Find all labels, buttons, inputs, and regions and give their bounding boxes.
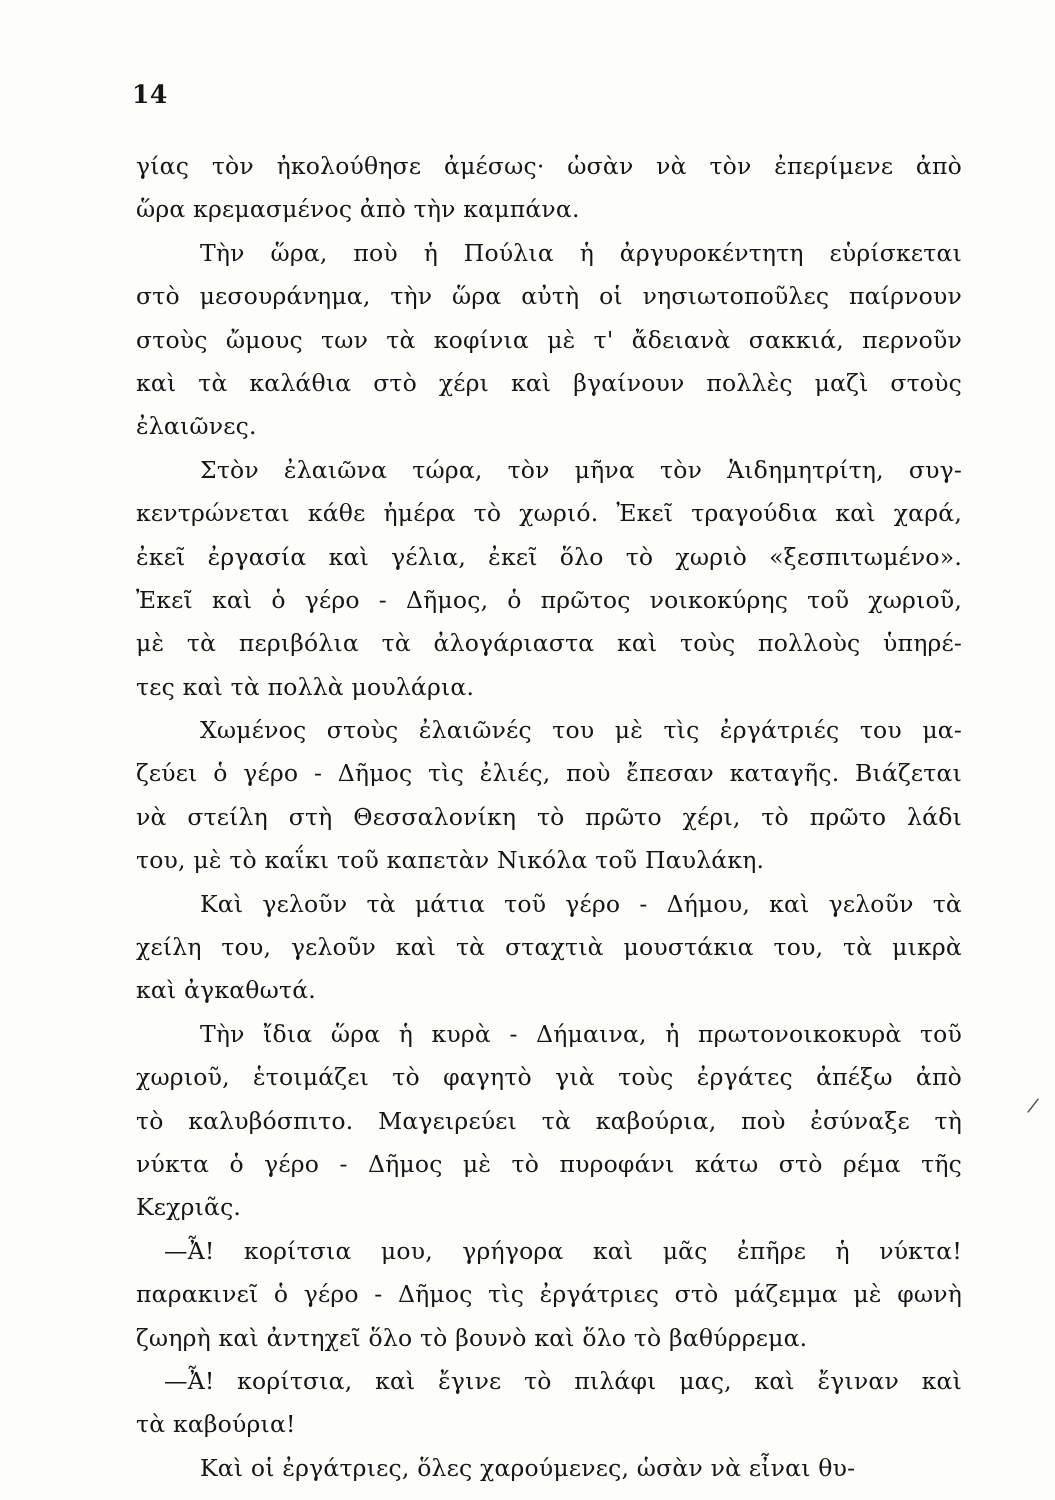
text-line: τὰ καβούρια! — [136, 1410, 296, 1439]
text-line: κεντρώνεται κάθε ἡμέρα τὸ χωριό. Ἐκεῖ τραγούδια καὶ χαρά, — [136, 499, 962, 528]
text-line: ἐλαιῶνες. — [136, 412, 257, 441]
text-line: του, μὲ τὸ καΐκι τοῦ καπετὰν Νικόλα τοῦ Παυλάκη. — [136, 846, 765, 875]
text-line: καὶ ἀγκαθωτά. — [136, 976, 316, 1005]
text-line: Ἐκεῖ καὶ ὁ γέρο - Δῆμος, ὁ πρῶτος νοικοκύρης τοῦ χωριοῦ, — [136, 585, 962, 614]
text-line: μὲ τὰ περιβόλια τὰ ἀλογάριαστα καὶ τοὺς πολλοὺς ὑπηρέ- — [136, 629, 962, 658]
text-line: —Ἆ! κορίτσια μου, γρήγορα καὶ μᾶς ἐπῆρε ἡ νύκτα! — [164, 1236, 962, 1265]
text-line: γίας τὸν ἠκολούθησε ἀμέσως· ὡσὰν νὰ τὸν ἐπερίμενε ἀπὸ — [136, 152, 962, 180]
text-line: Τὴν ὥρα, ποὺ ἡ Πούλια ἡ ἀργυροκέντητη εὑρίσκεται — [200, 238, 962, 267]
text-line: χείλη του, γελοῦν καὶ τὰ σταχτιὰ μουστάκια του, τὰ μικρὰ — [136, 933, 962, 962]
text-line: στὸ μεσουράνημα, τὴν ὥρα αὐτὴ οἱ νησιωτοποῦλες παίρνουν — [136, 282, 962, 311]
margin-mark: / — [1026, 1092, 1041, 1118]
page-number: 14 — [132, 80, 168, 109]
text-line: ὥρα κρεμασμένος ἀπὸ τὴν καμπάνα. — [136, 195, 580, 224]
text-line: —Ἆ! κορίτσια, καὶ ἔγινε τὸ πιλάφι μας, καὶ ἔγιναν καὶ — [164, 1366, 962, 1395]
text-line: Καὶ γελοῦν τὰ μάτια τοῦ γέρο - Δήμου, καὶ γελοῦν τὰ — [200, 889, 962, 918]
text-line: νὰ στείλη στὴ Θεσσαλονίκη τὸ πρῶτο χέρι, τὸ πρῶτο λάδι — [136, 802, 962, 831]
text-line: στοὺς ὤμους των τὰ κοφίνια μὲ τ' ἄδειανὰ σακκιά, περνοῦν — [136, 325, 962, 354]
text-line: Τὴν ἴδια ὥρα ἡ κυρὰ - Δήμαινα, ἡ πρωτονοικοκυρὰ τοῦ — [200, 1019, 962, 1048]
text-line: Στὸν ἐλαιῶνα τώρα, τὸν μῆνα τὸν Ἁιδημητρίτη, συγ- — [200, 455, 962, 484]
text-line: χωριοῦ, ἑτοιμάζει τὸ φαγητὸ γιὰ τοὺς ἐργάτες ἀπέξω ἀπὸ — [136, 1063, 962, 1092]
text-line: παρακινεῖ ὁ γέρο - Δῆμος τὶς ἐργάτριες στὸ μάζεμμα μὲ φωνὴ — [136, 1280, 962, 1309]
text-line: ζωηρὴ καὶ ἀντηχεῖ ὅλο τὸ βουνὸ καὶ ὅλο τὸ βαθύρρεμα. — [136, 1323, 808, 1352]
text-line: τὸ καλυβόσπιτο. Μαγειρεύει τὰ καβούρια, ποὺ ἐσύναξε τὴ — [136, 1106, 962, 1135]
text-line: καὶ τὰ καλάθια στὸ χέρι καὶ βγαίνουν πολλὲς μαζὶ στοὺς — [136, 368, 962, 397]
text-line: ἐκεῖ ἐργασία καὶ γέλια, ἐκεῖ ὅλο τὸ χωριὸ «ξεσπιτωμένο». — [136, 542, 962, 571]
text-line: Κεχριᾶς. — [136, 1193, 242, 1222]
text-line: τες καὶ τὰ πολλὰ μουλάρια. — [136, 672, 475, 701]
text-line: Καὶ οἱ ἐργάτριες, ὅλες χαρούμενες, ὡσὰν νὰ εἶναι θυ- — [200, 1453, 856, 1482]
text-line: νύκτα ὁ γέρο - Δῆμος μὲ τὸ πυροφάνι κάτω στὸ ρέμα τῆς — [136, 1149, 962, 1178]
body-text — [136, 145, 962, 1490]
text-line: Χωμένος στοὺς ἐλαιῶνές του μὲ τὶς ἐργάτριές του μα- — [200, 716, 962, 745]
text-line: ζεύει ὁ γέρο - Δῆμος τὶς ἐλιές, ποὺ ἔπεσαν καταγῆς. Βιάζεται — [136, 759, 962, 788]
